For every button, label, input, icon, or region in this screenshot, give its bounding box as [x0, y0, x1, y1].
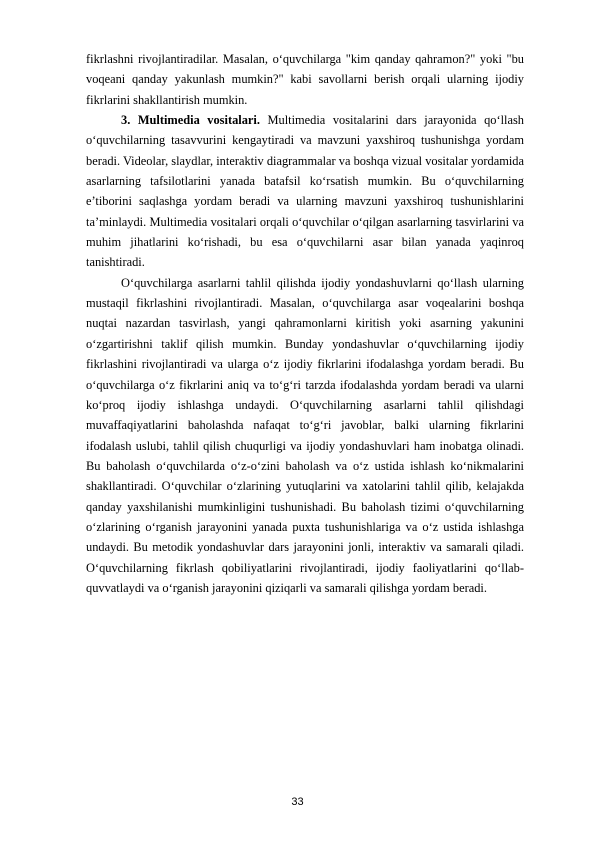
- page-number: 33: [291, 796, 304, 808]
- paragraph-2-heading: 3. Multimedia vositalari.: [121, 113, 260, 128]
- paragraph-2-text: Multimedia vositalarini dars jarayonida qo‘llash o‘quvchilarning tasavvurini kengaytiradi va mavzuni yaxshiroq tushunishga yordam beradi. Videolar, slaydlar, interaktiv diagrammalar va boshqa vizual vositalar yordamida asarlarning tafsilotlarini yanada batafsil ko‘rsatish mumkin. Bu o‘quvchilarning e’tiborini saqlashga yordam beradi va ularning mavzuni yaxshiroq tushunishlarini ta’minlaydi. Multimedia vositalari orqali o‘quvchilar o‘qilgan asarlarning tasvirlarini va muhim jihatlarini ko‘rishadi, bu esa o‘quvchilarni asar bilan yanada yaqinroq tanishtiradi.: [86, 113, 524, 270]
- paragraph-3: [86, 273, 524, 599]
- paragraph-1: [86, 49, 524, 110]
- paragraph-3-text: O‘quvchilarga asarlarni tahlil qilishda ijodiy yondashuvlarni qo‘llash ularning mustaqil fikrlashini rivojlantiradi. Masalan, o‘quvchilarga asar voqealarini boshqa nuqtai nazardan tasvirlash, yangi qahramonlarni kiritish yoki asarning yakunini o‘zgartirishni taklif qilish mumkin. Bunday yondashuvlar o‘quvchilarning ijodiy fikrlashini rivojlantiradi va ularga o‘z ijodiy fikrlarini ifodalashga yordam beradi. Bu o‘quvchilarga o‘z fikrlarini aniq va to‘g‘ri tarzda ifodalashda yordam beradi va ularni ko‘proq ijodiy ishlashga undaydi. O‘quvchilarning asarlarni tahlil qilishdagi muvaffaqiyatlarini baholashda nafaqat to‘g‘ri javoblar, balki ularning fikrlarini ifodalash uslubi, tahlil qilish chuqurligi va ijodiy yondashuvlari ham inobatga olinadi. Bu baholash o‘quvchilarda o‘z-o‘zini baholash va o‘z ustida ishlash ko‘nikmalarini shakllantiradi. O‘quvchilar o‘zlarining yutuqlarini va xatolarini tahlil qilib, kelajakda qanday yaxshilanishi mumkinligini tushunishadi. Bu baholash tizimi o‘quvchilarning o‘zlarining o‘rganish jarayonini yanada puxta tushunishlariga va o‘z ustida ishlashga undaydi. Bu metodik yondashuvlar dars jarayonini jonli, interaktiv va samarali qiladi. O‘quvchilarning fikrlash qobiliyatlarini rivojlantiradi, ijodiy faoliyatlarini qo‘llab-quvvatlaydi va o‘rganish jarayonini qiziqarli va samarali qilishga yordam beradi.: [86, 275, 524, 595]
- paragraph-1-text: fikrlashni rivojlantiradilar. Masalan, o‘quvchilarga "kim qanday qahramon?" yoki "bu voqeani qanday yakunlash mumkin?" kabi savollarni berish orqali ularning ijodiy fikrlarini shakllantirish mumkin.: [86, 52, 524, 107]
- document-body: [86, 49, 524, 598]
- paragraph-2: [86, 110, 524, 273]
